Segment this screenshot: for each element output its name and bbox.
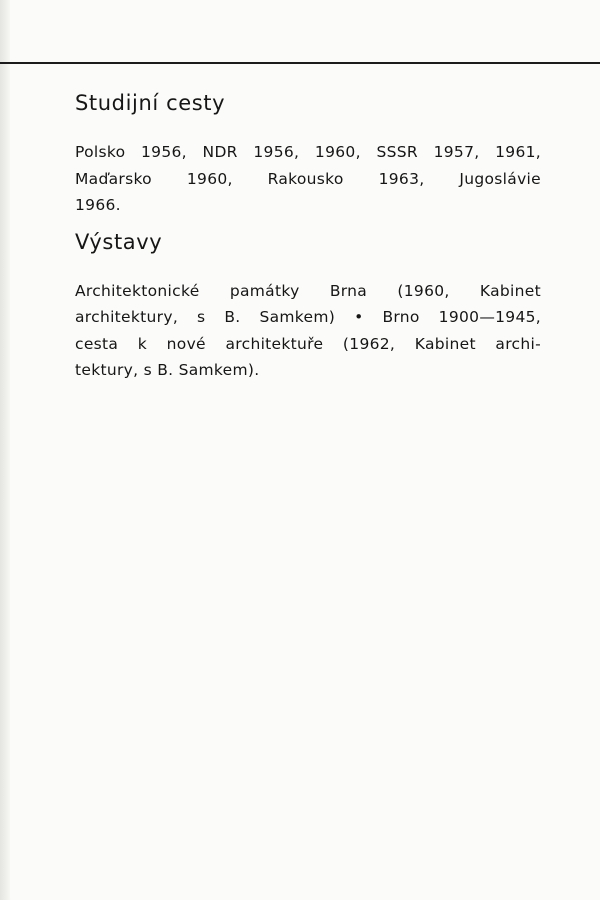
text-line: cesta k nové architektuře (1962, Kabinet archi- — [75, 334, 541, 353]
text-line: 1966. — [75, 196, 121, 214]
text-line: Architektonické památky Brna (1960, Kabinet — [75, 281, 541, 300]
text-line: architektury, s B. Samkem) • Brno 1900—1945, — [75, 308, 541, 326]
section-heading-exhibitions: Výstavy — [75, 229, 163, 254]
text-line: tektury, s B. Samkem). — [75, 361, 260, 379]
text-line: Polsko 1956, NDR 1956, 1960, SSSR 1957, 1961, — [75, 143, 541, 161]
study-trips-text — [75, 139, 541, 219]
page-edge-shadow — [0, 0, 10, 900]
exhibitions-text — [75, 278, 541, 384]
page-content — [75, 88, 541, 384]
text-line: Maďarsko 1960, Rakousko 1963, Jugoslávie — [75, 169, 541, 188]
section-heading-study-trips: Studijní cesty — [75, 91, 226, 115]
top-rule — [0, 62, 600, 64]
